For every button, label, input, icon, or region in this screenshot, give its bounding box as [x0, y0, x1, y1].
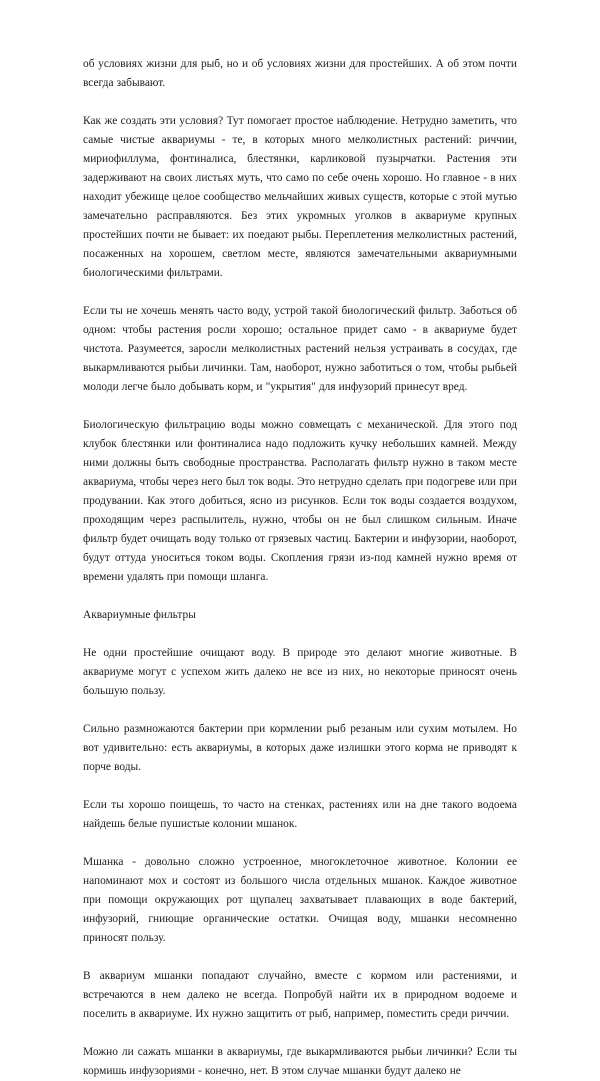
section-heading-aquarium-filters: Аквариумные фильтры [83, 609, 196, 621]
paragraph-10: В аквариум мшанки попадают случайно, вместе с кормом или растениями, и встречаются в нем далеко не всегда. Попробуй найти их в природном водоеме и поселить в аквариуме. Их нужно защитить от рыб, например, поместить среди риччии. [83, 970, 517, 1020]
paragraph-1: об условиях жизни для рыб, но и об условиях жизни для простейших. А об этом почти всегда забывают. [83, 58, 517, 89]
paragraph-7: Сильно размножаются бактерии при кормлении рыб резаным или сухим мотылем. Но вот удивительно: есть аквариумы, в которых даже излишки этого корма не приводят к порче воды. [83, 723, 517, 773]
document-text-body [83, 55, 517, 1081]
paragraph-6: Не одни простейшие очищают воду. В природе это делают многие животные. В аквариуме могут с успехом жить далеко не все из них, но некоторые приносят очень большую пользу. [83, 647, 517, 697]
paragraph-3: Если ты не хочешь менять часто воду, устрой такой биологический фильтр. Заботься об одном: чтобы растения росли хорошо; остальное придет само - в аквариуме будет чистота. Разумеется, заросли мелколистных растений нельзя устраивать в сосудах, где выкармливаются рыбьи личинки. Там, наоборот, нужно заботиться о том, чтобы рыбьей молоди легче было добывать корм, и "укрытия" для инфузорий принесут вред. [83, 305, 517, 393]
paragraph-4: Биологическую фильтрацию воды можно совмещать с механической. Для этого под клубок блестянки или фонтиналиса надо подложить кучку небольших камней. Между ними должны быть свободные пространства. Располагать фильтр нужно в таком месте аквариума, чтобы через него был ток воды. Это нетрудно сделать при подогреве или при продувании. Как этого добиться, ясно из рисунков. Если ток воды создается воздухом, проходящим через распылитель, нужно, чтобы он не был слишком сильным. Иначе фильтр будет очищать воду только от грязевых частиц. Бактерии и инфузории, наоборот, будут оттуда уноситься током воды. Скопления грязи из-под камней нужно время от времени удалять при помощи шланга. [83, 419, 517, 583]
paragraph-2: Как же создать эти условия? Тут помогает простое наблюдение. Нетрудно заметить, что самые чистые аквариумы - те, в которых много мелколистных растений: риччии, мириофиллума, фонтиналиса, блестянки, карликовой пузырчатки. Растения эти задерживают на своих листьях муть, что само по себе очень хорошо. Но главное - в них находит убежище целое сообщество мельчайших живых существ, которые с этой мутью замечательно расправляются. Без этих укромных уголков в аквариуме крупных простейших почти не бывает: их поедают рыбы. Переплетения мелколистных растений, посаженных на хорошем, светлом месте, являются замечательными аквариумными биологическими фильтрами. [83, 115, 517, 279]
paragraph-9: Мшанка - довольно сложно устроенное, многоклеточное животное. Колонии ее напоминают мох и состоят из большого числа отдельных мшанок. Каждое животное при помощи окружающих рот щупалец захватывает плавающих в воде бактерий, инфузорий, гниющие органические остатки. Очищая воду, мшанки несомненно приносят пользу. [83, 856, 517, 944]
paragraph-11: Можно ли сажать мшанки в аквариумы, где выкармливаются рыбьи личинки? Если ты кормишь инфузориями - конечно, нет. В этом случае мшанки будут далеко не [83, 1046, 517, 1077]
paragraph-8: Если ты хорошо поищешь, то часто на стенках, растениях или на дне такого водоема найдешь белые пушистые колонии мшанок. [83, 799, 517, 830]
